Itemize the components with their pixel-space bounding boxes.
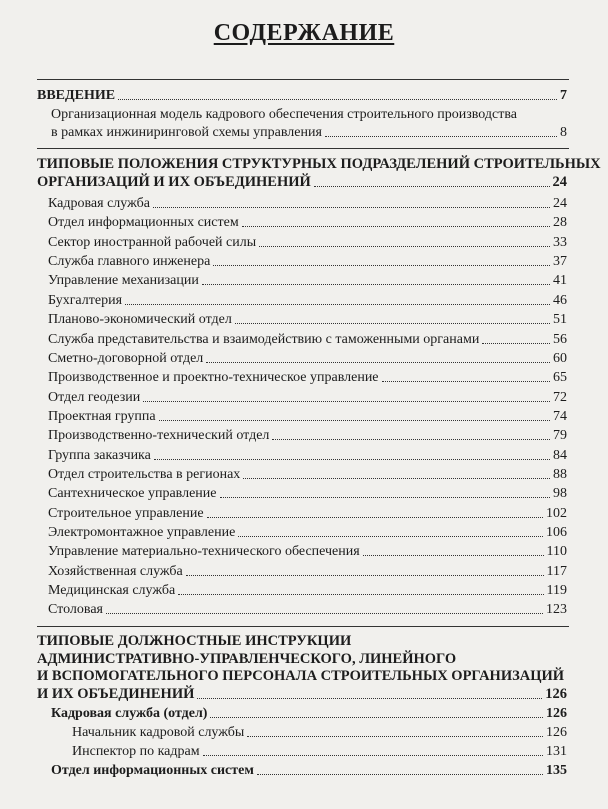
toc-entry-label: Бухгалтерия (48, 292, 123, 308)
toc-entry (48, 272, 567, 289)
toc-entry (48, 253, 567, 270)
dot-leader (118, 99, 557, 100)
dot-leader (242, 226, 550, 227)
page-number: 102 (546, 505, 567, 521)
toc-entry (48, 524, 567, 541)
dot-leader (206, 362, 550, 363)
page-number: 33 (553, 234, 567, 250)
toc-entry-label: Группа заказчика (48, 447, 151, 463)
toc-entry-label: Отдел строительства в регионах (48, 466, 241, 482)
section-divider (37, 148, 569, 149)
page-number: 98 (553, 486, 567, 502)
page-number: 24 (553, 196, 567, 211)
toc-heading-intro (37, 87, 567, 104)
dot-leader (203, 755, 543, 756)
toc-entry (48, 292, 567, 309)
toc-entry (48, 234, 567, 251)
toc-entry-label: Управление механизации (48, 273, 199, 289)
toc-entry-label: Отдел информационных систем (48, 215, 239, 231)
toc-entry-label: Отдел геодезии (48, 389, 141, 405)
dot-leader (235, 323, 550, 324)
toc-entry-label: Служба главного инженера (48, 254, 211, 270)
dot-leader (197, 698, 542, 699)
dot-leader (202, 284, 550, 285)
dot-leader (159, 420, 550, 421)
page-number: 126 (546, 706, 567, 721)
page-number: 51 (553, 312, 567, 328)
toc-entry (48, 505, 567, 522)
toc-entry (48, 214, 567, 231)
dot-leader (247, 736, 543, 737)
toc-heading-label: ВВЕДЕНИЕ (37, 88, 116, 103)
toc-entry-line: Организационная модель кадрового обеспечения строительного производства (51, 107, 517, 122)
toc-entry (48, 466, 567, 483)
dot-leader (325, 136, 557, 137)
page-number: 123 (546, 602, 567, 618)
toc-entry-label: Строительное управление (48, 505, 204, 521)
section-heading-line: ТИПОВЫЕ ПОЛОЖЕНИЯ СТРУКТУРНЫХ ПОДРАЗДЕЛЕНИЙ СТРОИТЕЛЬНЫХ (37, 156, 601, 172)
dot-leader (213, 265, 550, 266)
page-number: 46 (553, 292, 567, 308)
dot-leader (482, 343, 550, 344)
toc-entry-label: Столовая (48, 602, 103, 618)
toc-entry-label: Хозяйственная служба (48, 563, 183, 579)
page-number: 56 (553, 331, 567, 347)
page-number: 135 (546, 763, 567, 778)
toc-entry-label: Медицинская служба (48, 583, 176, 598)
toc-entry-label: Служба представительства и взаимодействию с таможенными органами (48, 331, 480, 347)
section-divider (37, 626, 569, 627)
dot-leader (363, 555, 544, 556)
toc-entry (51, 124, 567, 141)
toc-entry (72, 743, 567, 760)
toc-subheading (51, 762, 567, 779)
toc-entry (48, 389, 567, 406)
toc-entry-label: в рамках инжиниринговой схемы управления (51, 125, 322, 140)
page-number: 65 (553, 370, 567, 386)
page-number: 110 (546, 544, 567, 560)
dot-leader (314, 186, 550, 187)
toc-entry-label: Инспектор по кадрам (72, 744, 200, 759)
toc-entry (48, 601, 567, 618)
toc-subheading (51, 705, 567, 722)
toc-entry (48, 543, 567, 560)
page-number: 28 (553, 215, 567, 231)
page-number: 41 (553, 273, 567, 289)
dot-leader (178, 594, 543, 595)
toc-entry-label: Производственно-технический отдел (48, 428, 270, 444)
toc-entry (48, 369, 567, 386)
page-number: 126 (545, 686, 567, 702)
dot-leader (106, 613, 543, 614)
section-heading-label: ОРГАНИЗАЦИЙ И ИХ ОБЪЕДИНЕНИЙ (37, 174, 311, 190)
toc-entry-label: Производственное и проектно-техническое управление (48, 370, 379, 386)
dot-leader (153, 207, 550, 208)
toc-entry-label: Сантехническое управление (48, 486, 217, 502)
toc-subheading-label: Кадровая служба (отдел) (51, 706, 208, 721)
section-heading (37, 174, 567, 191)
page-number: 74 (553, 408, 567, 424)
dot-leader (125, 304, 550, 305)
page-number: 84 (553, 447, 567, 463)
page-number: 88 (553, 466, 567, 482)
toc-entry (48, 485, 567, 502)
page-number: 117 (546, 563, 567, 579)
page-number: 7 (560, 88, 567, 103)
toc-entry (48, 311, 567, 328)
toc-entry-label: Планово-экономический отдел (48, 312, 232, 328)
dot-leader (210, 717, 543, 718)
page-number: 119 (546, 583, 567, 598)
section-heading-line: ТИПОВЫЕ ДОЛЖНОСТНЫЕ ИНСТРУКЦИИ (37, 633, 352, 649)
toc-entry (48, 350, 567, 367)
toc-entry-label: Управление материально-технического обеспечения (48, 544, 360, 560)
toc-entry-label: Кадровая служба (48, 196, 150, 211)
page-number: 126 (546, 725, 567, 740)
toc-entry (48, 447, 567, 464)
section-heading-line: АДМИНИСТРАТИВНО-УПРАВЛЕНЧЕСКОГО, ЛИНЕЙНОГО (37, 651, 457, 667)
page-number: 60 (553, 350, 567, 366)
toc-entry-label: Электромонтажное управление (48, 525, 236, 540)
page-number: 72 (553, 389, 567, 405)
dot-leader (259, 246, 550, 247)
section-divider (37, 79, 569, 80)
toc-entry (48, 331, 567, 348)
dot-leader (243, 478, 550, 479)
toc-entry (48, 563, 567, 580)
dot-leader (382, 381, 550, 382)
toc-entry (48, 427, 567, 444)
dot-leader (143, 401, 550, 402)
dot-leader (220, 497, 551, 498)
toc-entry-label: Сектор иностранной рабочей силы (48, 234, 257, 250)
dot-leader (238, 536, 543, 537)
toc-entry (48, 582, 567, 599)
toc-entry (72, 724, 567, 741)
section-heading (37, 686, 567, 703)
page-number: 8 (560, 125, 567, 140)
toc-entry (48, 195, 567, 212)
page-number: 131 (546, 744, 567, 759)
dot-leader (154, 459, 550, 460)
toc-entry (48, 408, 567, 425)
toc-entry-label: Проектная группа (48, 408, 156, 424)
page-number: 37 (553, 254, 567, 270)
dot-leader (207, 517, 543, 518)
page-title: СОДЕРЖАНИЕ (213, 20, 395, 46)
toc-entry-label: Начальник кадровой службы (72, 725, 245, 740)
section-heading-label: И ИХ ОБЪЕДИНЕНИЙ (37, 686, 195, 702)
toc-entry-label: Сметно-договорной отдел (48, 350, 204, 366)
page-number: 79 (553, 428, 567, 444)
toc-subheading-label: Отдел информационных систем (51, 763, 254, 778)
page-number: 106 (546, 525, 567, 540)
dot-leader (186, 575, 544, 576)
section-heading-line: И ВСПОМОГАТЕЛЬНОГО ПЕРСОНАЛА СТРОИТЕЛЬНЫХ ОРГАНИЗАЦИЙ (37, 668, 565, 684)
dot-leader (257, 774, 543, 775)
page-number: 24 (552, 174, 567, 190)
dot-leader (272, 439, 550, 440)
